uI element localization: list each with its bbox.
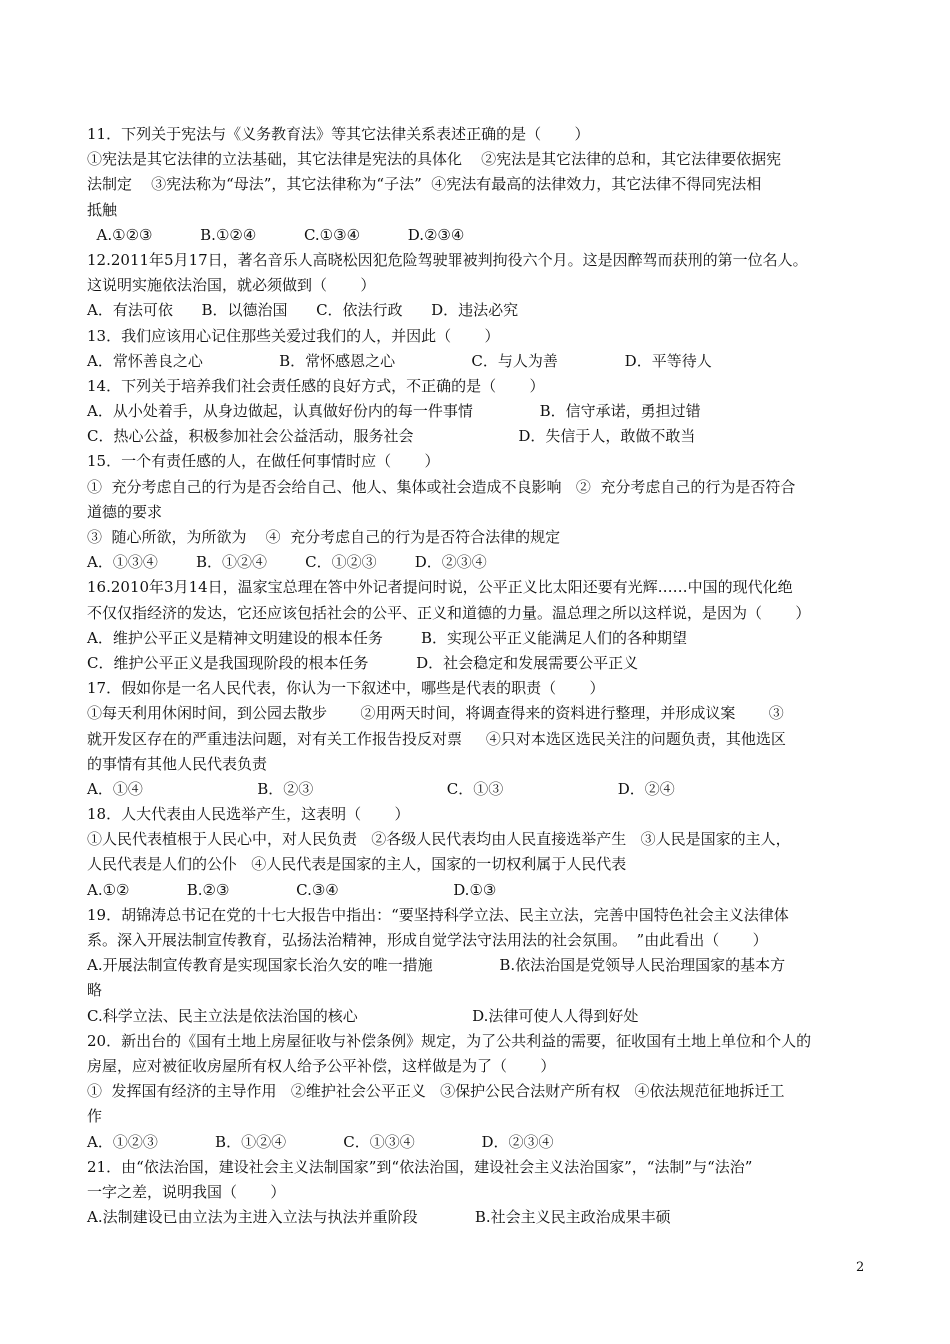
text-line: ①宪法是其它法律的立法基础，其它法律是宪法的具体化 ②宪法是其它法律的总和，其它法律要依据宪: [87, 150, 782, 169]
text-line: A．从小处着手，从身边做起，认真做好份内的每一件事情 B．信守承诺，勇担过错: [87, 402, 701, 421]
text-line: C．维护公平正义是我国现阶段的根本任务 D．社会稳定和发展需要公平正义: [87, 653, 639, 672]
text-line: 系。深入开展法制宣传教育，弘扬法治精神，形成自觉学法守法用法的社会氛围。 ”由此看出（ ）: [87, 931, 768, 949]
text-line: 17．假如你是一名人民代表，你认为一下叙述中，哪些是代表的职责（ ）: [87, 679, 605, 698]
text-line: 14．下列关于培养我们社会责任感的良好方式，不正确的是（ ）: [87, 376, 545, 395]
text-line: ③ 随心所欲，为所欲为 ④ 充分考虑自己的行为是否符合法律的规定: [87, 528, 561, 546]
text-line: 11．下列关于宪法与《义务教育法》等其它法律关系表述正确的是（ ）: [87, 125, 590, 143]
text-line: 法制定 ③宪法称为“母法”，其它法律称为“子法” ④宪法有最高的法律效力，其它法律不得同宪法相: [87, 175, 762, 194]
text-line: 抵触: [87, 200, 118, 219]
text-line: 就开发区存在的严重违法问题，对有关工作报告投反对票 ④只对本选区选民关注的问题负责，其他选区: [87, 729, 786, 748]
text-line: A．常怀善良之心 B．常怀感恩之心 C．与人为善 D．平等待人: [87, 351, 712, 370]
text-line: 20．新出台的《国有土地上房屋征收与补偿条例》规定，为了公共利益的需要，征收国有土地上单位和个人的: [87, 1031, 812, 1050]
text-line: ① 发挥国有经济的主导作用 ②维护社会公平正义 ③保护公民合法财产所有权 ④依法规范征地拆迁工: [87, 1082, 785, 1101]
text-line: 这说明实施依法治国，就必须做到（ ）: [87, 276, 376, 295]
text-line: ①人民代表植根于人民心中，对人民负责 ②各级人民代表均由人民直接选举产生 ③人民是国家的主人，: [87, 830, 791, 849]
text-line: A.法制建设已由立法为主进入立法与执法并重阶段 B.社会主义民主政治成果丰硕: [87, 1208, 671, 1227]
text-line: ① 充分考虑自己的行为是否会给自己、他人、集体或社会造成不良影响 ② 充分考虑自己的行为是否符合: [87, 477, 796, 496]
text-line: 16.2010年3月14日，温家宝总理在答中外记者提问时说，公平正义比太阳还要有光辉……中国的现代化绝: [87, 578, 793, 597]
text-line: 人民代表是人们的公仆 ④人民代表是国家的主人，国家的一切权利属于人民代表: [87, 855, 627, 874]
text-line: 作: [87, 1107, 103, 1126]
text-line: A．①②③ B．①②④ C．①③④ D．②③④: [87, 1132, 554, 1151]
text-line: A．维护公平正义是精神文明建设的根本任务 B．实现公平正义能满足人们的各种期望: [87, 628, 688, 647]
text-line: A．有法可依 B．以德治国 C．依法行政 D．违法必究: [87, 301, 519, 320]
text-line: 一字之差，说明我国（ ）: [87, 1182, 286, 1201]
text-line: 13．我们应该用心记住那些关爱过我们的人，并因此（ ）: [87, 326, 500, 345]
text-line: ①每天利用休闲时间，到公园去散步 ②用两天时间，将调查得来的资料进行整理，并形成议案 ③: [87, 704, 784, 723]
text-line: A．①④ B．②③ C．①③ D．②④: [87, 779, 675, 798]
text-line: A.①② B.②③ C.③④ D.①③: [87, 880, 497, 899]
text-line: 房屋，应对被征收房屋所有权人给予公平补偿，这样做是为了（ ）: [87, 1056, 556, 1075]
text-line: 不仅仅指经济的发达，它还应该包括社会的公平、正义和道德的力量。温总理之所以这样说，是因为（ ）: [87, 603, 811, 622]
text-line: A.开展法制宣传教育是实现国家长治久安的唯一措施 B.依法治国是党领导人民治理国家的基本方: [87, 956, 786, 975]
question-text-block: [87, 122, 870, 1230]
text-line: 19．胡锦涛总书记在党的十七大报告中指出：“要坚持科学立法、民主立法，完善中国特色社会主义法律体: [87, 905, 789, 924]
text-line: 18．人大代表由人民选举产生，这表明（ ）: [87, 805, 410, 824]
text-line: 15．一个有责任感的人，在做任何事情时应（ ）: [87, 452, 440, 471]
text-line: 略: [87, 981, 103, 1000]
text-line: A.①②③ B.①②④ C.①③④ D.②③④: [87, 225, 465, 244]
page-number: 2: [856, 1260, 865, 1275]
text-line: 12.2011年5月17日，著名音乐人高晓松因犯危险驾驶罪被判拘役六个月。这是因醉驾而获刑的第一位名人。: [87, 250, 808, 269]
text-line: 的事情有其他人民代表负责: [87, 754, 268, 773]
text-line: 21．由“依法治国，建设社会主义法制国家”到“依法治国，建设社会主义法治国家”，“法制”与“法治”: [87, 1157, 753, 1176]
text-line: C.科学立法、民主立法是依法治国的核心 D.法律可使人人得到好处: [87, 1006, 639, 1025]
text-line: 道德的要求: [87, 502, 163, 521]
text-line: C．热心公益，积极参加社会公益活动，服务社会 D．失信于人，敢做不敢当: [87, 427, 696, 446]
text-line: A．①③④ B．①②④ C．①②③ D．②③④: [87, 553, 487, 572]
